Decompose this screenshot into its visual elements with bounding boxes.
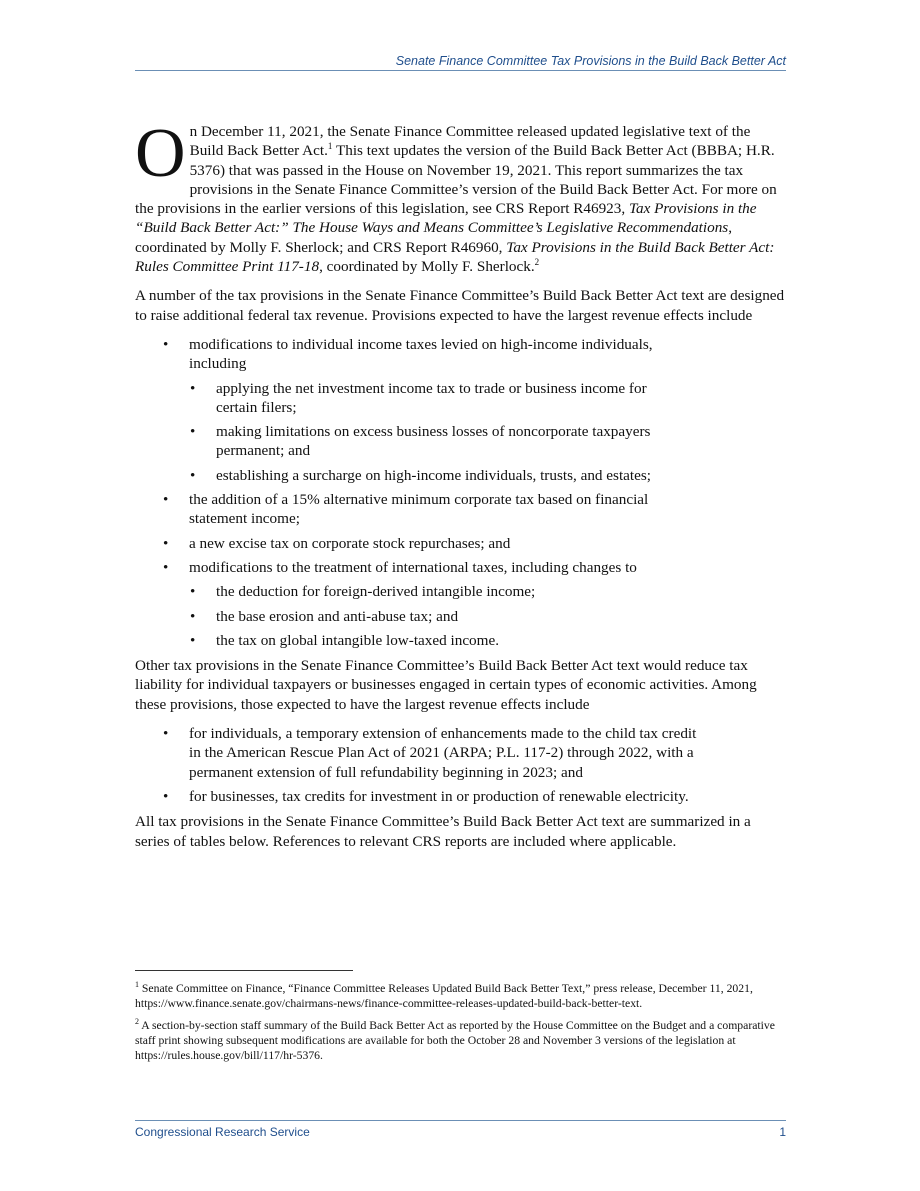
list-item-text: modifications to the treatment of international taxes, including changes to [189,558,637,576]
footnote-number: 1 [135,980,139,990]
footnote-number: 2 [135,1016,139,1026]
intro-paragraph [135,115,786,276]
running-header-title: Senate Finance Committee Tax Provisions in the Build Back Better Act [395,54,786,68]
sublist-item: • establishing a surcharge on high-income individuals, trusts, and estates; [189,466,686,485]
sublist-item: • applying the net investment income tax to trade or business income for certain filers; [189,379,686,418]
list-item: • for businesses, tax credits for investment in or production of renewable electricity. [135,787,709,806]
revenue-paragraph: A number of the tax provisions in the Senate Finance Committee’s Build Back Better Act text are designed to raise additional federal tax revenue. Provisions expected to have the largest revenue effects include [135,287,785,324]
intro-text-2: This text updates the version of the Build Back Better Act (BBBA; H.R. 5376) that was passed in the House on November 19, 2021. This report summarizes the tax provisions in the Senate Finance Committee’s version of the Build Back Better Act. For more on the provisions in the earlier versions of this legislation, see CRS Report R46923, [135,142,777,218]
footnote-ref-1[interactable]: 1 [327,141,333,152]
report-title-r46923: Tax Provisions in the “Build Back Better Act:” The House Ways and Means Committee’s Legislative Recommendations [135,200,757,237]
intro-text-1: n December 11, 2021, the Senate Finance Committee released updated legislative text of the Build Back Better Act. [189,123,751,160]
list-item [135,558,709,650]
footer-organization: Congressional Research Service [135,1125,310,1139]
list-item: • a new excise tax on corporate stock repurchases; and [135,534,709,553]
footnote-text: Senate Committee on Finance, “Finance Committee Releases Updated Build Back Better Text,” press release, December 11, 2021, https://www.finance.senate.gov/chairmans-news/finance-committee-releases-updated-build-back-better-text. [135,982,753,1011]
intro-text-3: , coordinated by Molly F. Sherlock; and CRS Report R46960, [135,219,733,256]
sublist-item: • the tax on global intangible low-taxed income. [189,631,686,650]
sublist-item: • making limitations on excess business losses of noncorporate taxpayers permanent; and [189,422,686,461]
sublist-item: • the base erosion and anti-abuse tax; and [189,607,686,626]
sublist [189,582,709,650]
body-text [135,115,786,861]
page-number: 1 [779,1125,786,1139]
intro-text-4: , coordinated by Molly F. Sherlock. [319,258,535,276]
sublist-item: • the deduction for foreign-derived intangible income; [189,582,686,601]
running-header [135,52,786,71]
footnote-divider [135,970,353,971]
footnote-1 [135,981,786,1012]
page-footer [135,1120,786,1139]
list-item: • for individuals, a temporary extension of enhancements made to the child tax credit in the American Rescue Plan Act of 2021 (ARPA; P.L. 117-2) through 2022, with a permanent extension of full refundability beginning in 2023; and [135,724,709,782]
relief-provisions-list [135,724,786,806]
report-title-r46960: Tax Provisions in the Build Back Better Act: Rules Committee Print 117-18 [135,238,775,276]
footnote-2 [135,1018,786,1064]
sublist [189,379,709,485]
summary-paragraph: All tax provisions in the Senate Finance Committee’s Build Back Better Act text are summarized in a series of tables below. References to relevant CRS reports are included where applicable. [135,813,751,850]
revenue-provisions-list [135,335,786,650]
drop-cap: O [135,115,186,192]
footnote-ref-2[interactable]: 2 [534,257,540,268]
footnote-text: A section-by-section staff summary of the Build Back Better Act as reported by the House Committee on the Budget and a comparative staff print showing subsequent modifications are available for both the October 28 and November 3 versions of the legislation at https://rules.house.gov/bill/117/hr-5376. [135,1018,775,1063]
list-item: • the addition of a 15% alternative minimum corporate tax based on financial statement income; [135,490,709,529]
footnotes [135,981,786,1069]
list-item-text: modifications to individual income taxes levied on high-income individuals, including [189,335,653,373]
list-item [135,335,709,485]
relief-paragraph: Other tax provisions in the Senate Finance Committee’s Build Back Better Act text would reduce tax liability for individual taxpayers or businesses engaged in certain types of economic activities. Among these provisions, those expected to have the largest revenue effects include [135,657,757,713]
